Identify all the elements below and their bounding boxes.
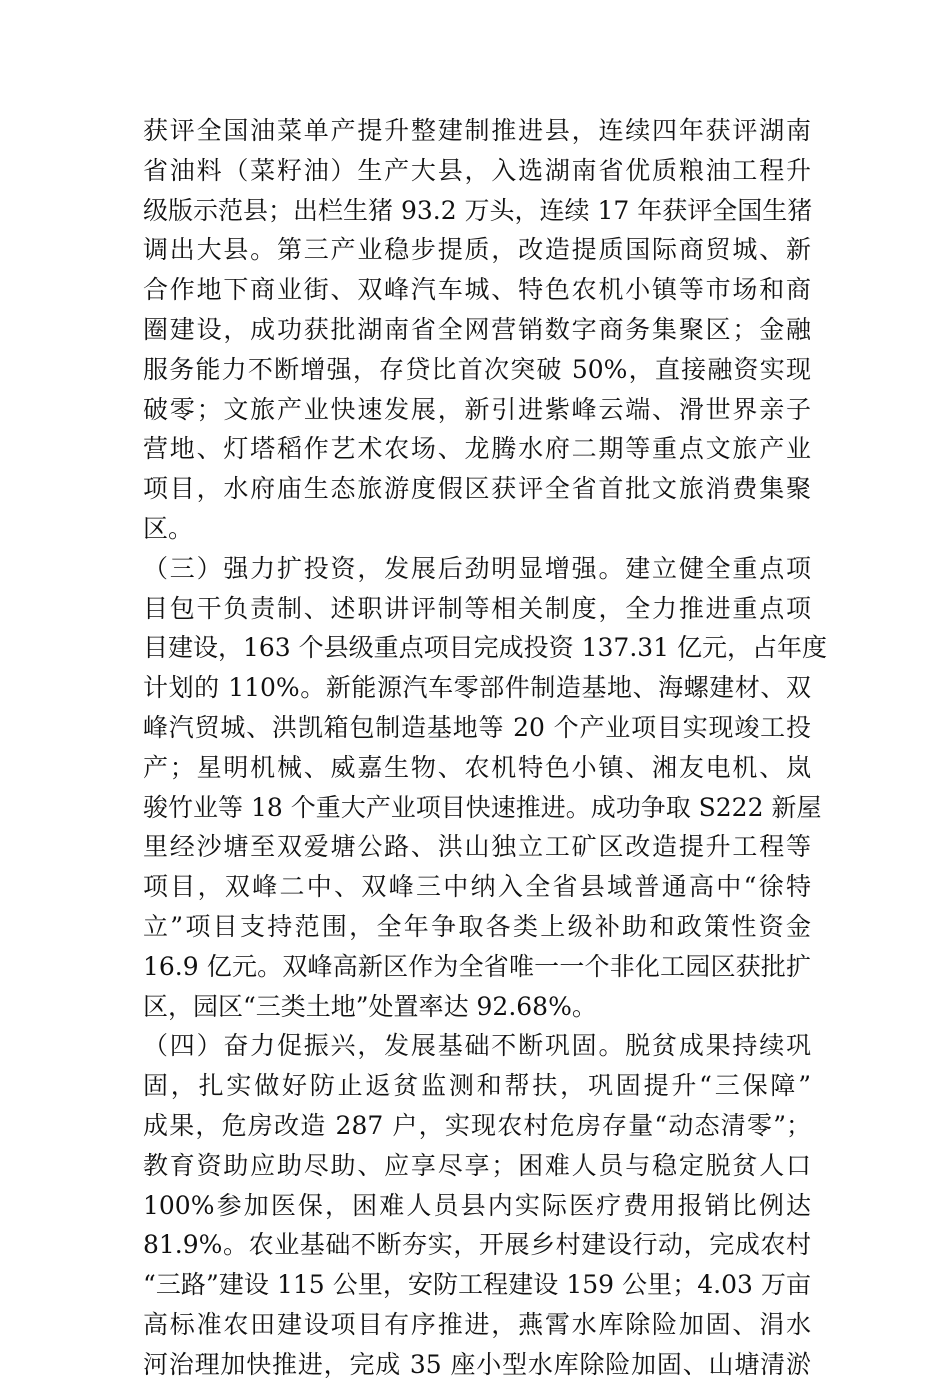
text-line-15: 计划的 110%。新能源汽车零部件制造基地、海螺建材、双 — [143, 673, 811, 703]
document-body — [143, 111, 828, 1385]
text-line-10: 项目，水府庙生态旅游度假区获评全省首批文旅消费集聚 — [143, 474, 811, 504]
text-line-9: 营地、灯塔稻作艺术农场、龙腾水府二期等重点文旅产业 — [143, 434, 811, 464]
text-line-13: 目包干负责制、述职讲评制等相关制度，全力推进重点项 — [143, 593, 811, 623]
text-line-7: 服务能力不断增强，存贷比首次突破 50%，直接融资实现 — [143, 354, 811, 384]
text-line-8: 破零；文旅产业快速发展，新引进紫峰云端、滑世界亲子 — [143, 394, 811, 424]
text-line-29: 81.9%。农业基础不断夯实，开展乡村建设行动，完成农村 — [143, 1230, 811, 1260]
text-line-16: 峰汽贸城、洪凯箱包制造基地等 20 个产业项目实现竣工投 — [143, 712, 811, 742]
text-line-3: 级版示范县；出栏生猪 93.2 万头，连续 17 年获评全国生猪 — [143, 195, 813, 225]
text-line-20: 项目，双峰二中、双峰三中纳入全省县域普通高中“徐特 — [143, 872, 811, 902]
text-line-11: 区。 — [143, 513, 194, 543]
text-line-23: 区，园区“三类土地”处置率达 92.68%。 — [143, 991, 597, 1021]
text-line-19: 里经沙塘至双爱塘公路、洪山独立工矿区改造提升工程等 — [143, 832, 811, 862]
text-line-22: 16.9 亿元。双峰高新区作为全省唯一一个非化工园区获批扩 — [143, 951, 811, 981]
text-line-5: 合作地下商业街、双峰汽车城、特色农机小镇等市场和商 — [143, 275, 811, 305]
text-line-6: 圈建设，成功获批湖南省全网营销数字商务集聚区；金融 — [143, 314, 811, 344]
text-line-17: 产；星明机械、威嘉生物、农机特色小镇、湘友电机、岚 — [143, 752, 811, 782]
text-line-28: 100%参加医保，困难人员县内实际医疗费用报销比例达 — [143, 1190, 811, 1220]
text-line-26: 成果，危房改造 287 户，实现农村危房存量“动态清零”； — [143, 1110, 811, 1140]
text-line-27: 教育资助应助尽助、应享尽享；困难人员与稳定脱贫人口 — [143, 1150, 811, 1180]
text-line-30: “三路”建设 115 公里，安防工程建设 159 公里；4.03 万亩 — [143, 1270, 811, 1300]
text-line-32: 河治理加快推进，完成 35 座小型水库除险加固、山塘清淤 — [143, 1349, 811, 1379]
text-line-4: 调出大县。第三产业稳步提质，改造提质国际商贸城、新 — [143, 235, 811, 265]
text-line-24: （四）奋力促振兴，发展基础不断巩固。脱贫成果持续巩 — [143, 1031, 811, 1061]
text-line-1: 获评全国油菜单产提升整建制推进县，连续四年获评湖南 — [143, 116, 811, 145]
text-line-21: 立”项目支持范围，全年争取各类上级补助和政策性资金 — [143, 911, 811, 941]
text-line-2: 省油料（菜籽油）生产大县，入选湖南省优质粮油工程升 — [143, 155, 811, 185]
text-line-18: 骏竹业等 18 个重大产业项目快速推进。成功争取 S222 新屋 — [143, 792, 822, 822]
text-line-25: 固，扎实做好防止返贫监测和帮扶，巩固提升“三保障” — [143, 1071, 811, 1101]
text-line-31: 高标准农田建设项目有序推进，燕霄水库除险加固、涓水 — [143, 1309, 811, 1339]
text-line-14: 目建设，163 个县级重点项目完成投资 137.31 亿元，占年度 — [143, 633, 828, 663]
text-line-12: （三）强力扩投资，发展后劲明显增强。建立健全重点项 — [143, 553, 811, 583]
